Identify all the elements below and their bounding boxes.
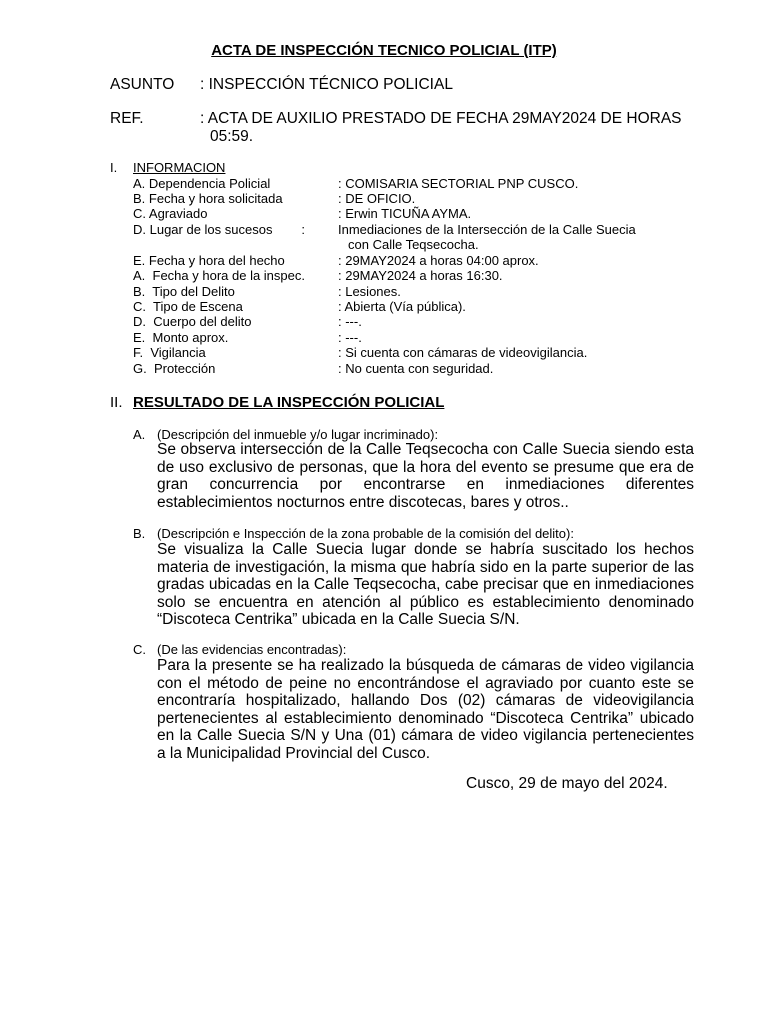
info-value: : 29MAY2024 a horas 04:00 aprox. xyxy=(338,253,539,268)
info-value: : Si cuenta con cámaras de videovigilancia. xyxy=(338,345,588,360)
info-key: G. Protección xyxy=(133,361,216,376)
ref-label: REF. xyxy=(110,110,144,127)
info-value: : Abierta (Vía pública). xyxy=(338,299,466,314)
info-key: B. Tipo del Delito xyxy=(133,284,235,299)
info-value: : ---. xyxy=(338,314,362,329)
info-key: D. Cuerpo del delito xyxy=(133,314,252,329)
info-key: F. Vigilancia xyxy=(133,345,206,360)
info-value: : Lesiones. xyxy=(338,284,401,299)
info-value: : ---. xyxy=(338,330,362,345)
item-c-description: (De las evidencias encontradas): xyxy=(157,642,347,657)
item-b-letter: B. xyxy=(133,526,146,541)
info-key: A. Fecha y hora de la inspec. xyxy=(133,268,305,283)
item-c-paragraph: Para la presente se ha realizado la búsqueda de cámaras de video vigilancia con el método de peine no encontrándose el agraviado por cuanto este se encontraría hospitalizado, hallando Dos (02) cámaras de videovigilancia pertenecientes al establecimiento denominado “Discoteca Centrika” ubicado en la Calle Suecia S/N y Una (01) cámara de video vigilancia pertenecientes a la Municipalidad Provincial del Cusco. xyxy=(157,657,694,762)
info-key: C. Tipo de Escena xyxy=(133,299,243,314)
info-value: : DE OFICIO. xyxy=(338,191,416,206)
info-value-line2: con Calle Teqsecocha. xyxy=(348,237,479,252)
info-key: D. Lugar de los sucesos : xyxy=(133,222,305,237)
info-key: B. Fecha y hora solicitada xyxy=(133,191,283,206)
item-b-paragraph: Se visualiza la Calle Suecia lugar donde se habría suscitado los hechos materia de investigación, la misma que habría sido en la parte superior de las gradas ubicadas en la Calle Teqsecocha, cabe precisar que en inmediaciones solo se encuentra en atención al público es establecimiento denominado “Discoteca Centrika” ubicada en la Calle Suecia S/N. xyxy=(157,541,694,629)
info-value xyxy=(338,222,690,252)
asunto-value: : INSPECCIÓN TÉCNICO POLICIAL xyxy=(200,76,453,93)
info-value: : No cuenta con seguridad. xyxy=(338,361,494,376)
ref-value-line2: 05:59. xyxy=(210,128,254,145)
section-1-heading: INFORMACION xyxy=(133,160,226,175)
section-2-number: II. xyxy=(110,394,123,411)
asunto-label: ASUNTO xyxy=(110,76,175,93)
item-a-description: (Descripción del inmueble y/o lugar incriminado): xyxy=(157,427,439,442)
info-key: C. Agraviado xyxy=(133,206,208,221)
item-c-letter: C. xyxy=(133,642,146,657)
item-b-description: (Descripción e Inspección de la zona probable de la comisión del delito): xyxy=(157,526,574,541)
info-key: A. Dependencia Policial xyxy=(133,176,271,191)
info-value: : 29MAY2024 a horas 16:30. xyxy=(338,268,503,283)
section-2-heading: RESULTADO DE LA INSPECCIÓN POLICIAL xyxy=(133,394,445,411)
ref-value xyxy=(200,110,694,146)
info-key: E. Fecha y hora del hecho xyxy=(133,253,285,268)
section-1-number: I. xyxy=(110,160,118,175)
item-a-paragraph: Se observa intersección de la Calle Teqsecocha con Calle Suecia siendo esta de uso exclusivo de personas, que la hora del evento se presume que era de gran concurrencia por encontrarse en inmediaciones diferentes establecimientos nocturnos entre discotecas, bares y otros.. xyxy=(157,441,694,511)
closing-place-date: Cusco, 29 de mayo del 2024. xyxy=(466,775,668,792)
info-value: : COMISARIA SECTORIAL PNP CUSCO. xyxy=(338,176,579,191)
item-a-letter: A. xyxy=(133,427,146,442)
info-value-line1: Inmediaciones de la Intersección de la Calle Suecia xyxy=(338,222,636,237)
info-value: : Erwin TICUÑA AYMA. xyxy=(338,206,472,221)
ref-value-line1: : ACTA DE AUXILIO PRESTADO DE FECHA 29MAY2024 DE HORAS xyxy=(200,110,682,127)
info-key: E. Monto aprox. xyxy=(133,330,229,345)
document-title: ACTA DE INSPECCIÓN TECNICO POLICIAL (ITP) xyxy=(211,42,557,59)
